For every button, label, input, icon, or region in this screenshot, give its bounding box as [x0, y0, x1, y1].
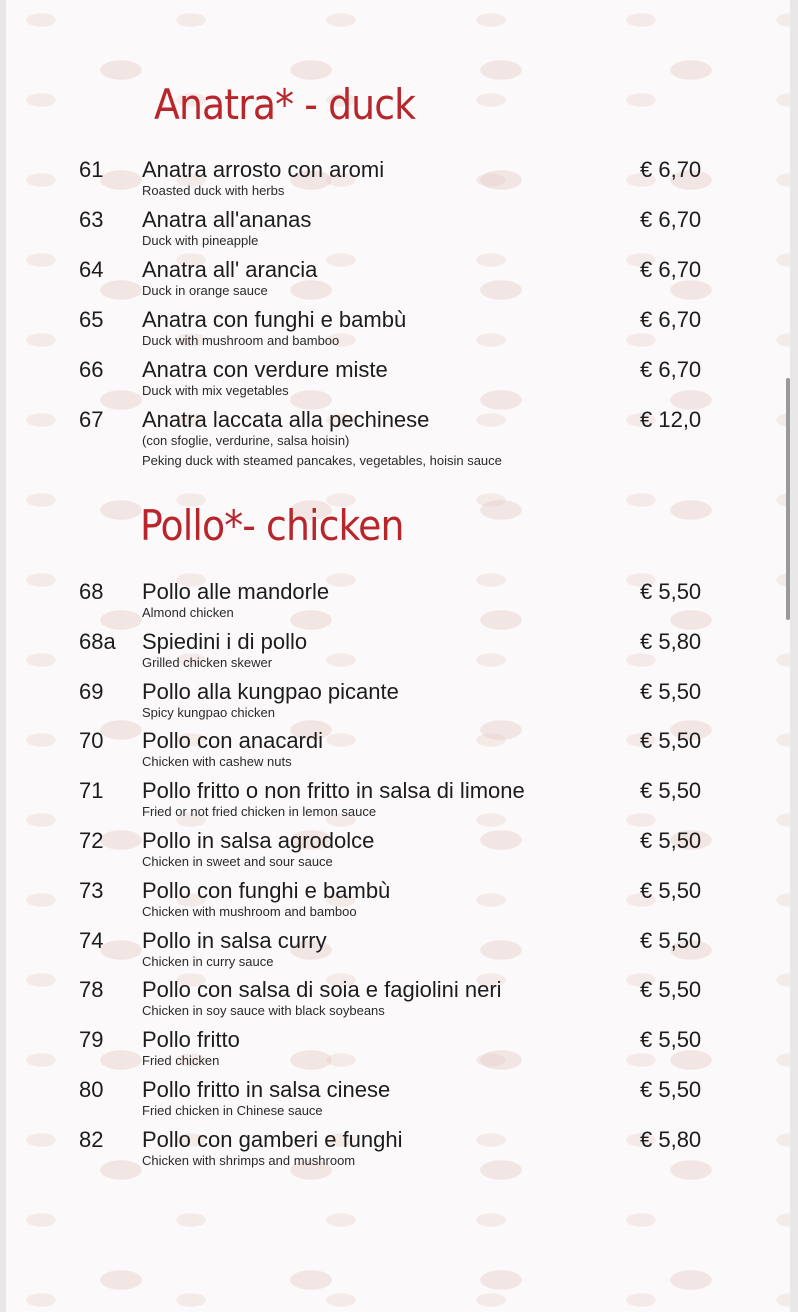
item-price: € 5,50 [640, 977, 702, 1003]
item-price: € 5,50 [640, 877, 702, 903]
item-name: Anatra con verdure miste [142, 356, 388, 382]
item-number: 68 [79, 579, 104, 604]
item-price: € 5,50 [640, 1027, 702, 1053]
item-number: 79 [79, 1027, 104, 1053]
item-number: 66 [79, 356, 104, 382]
item-price: € 6,70 [640, 356, 702, 382]
item-name: Pollo in salsa curry [142, 927, 327, 953]
item-name: Pollo in salsa agrodolce [142, 828, 375, 853]
item-description: Chicken with mushroom and bamboo [142, 903, 357, 919]
item-description: Duck with mushroom and bamboo [142, 332, 340, 348]
item-name: Spiedini i di pollo [142, 628, 308, 654]
item-description: Fried or not fried chicken in lemon sauce [142, 804, 377, 820]
item-price: € 5,50 [640, 927, 702, 953]
item-price: € 5,80 [640, 628, 702, 654]
item-number: 64 [79, 256, 104, 282]
item-name: Anatra laccata alla pechinese [142, 406, 430, 432]
item-name: Anatra arrosto con aromi [142, 157, 385, 182]
item-price: € 6,70 [640, 306, 702, 332]
section-title-duck: Anatra* - duck [154, 80, 416, 129]
item-number: 80 [79, 1077, 104, 1102]
item-name: Anatra con funghi e bambù [142, 306, 407, 332]
item-description: Fried chicken in Chinese sauce [142, 1103, 323, 1118]
item-price: € 5,50 [640, 828, 702, 853]
item-number: 68a [79, 628, 116, 654]
item-price: € 5,50 [640, 579, 702, 604]
item-number: 65 [79, 306, 104, 332]
item-description: Duck with pineapple [142, 232, 259, 248]
item-number: 70 [79, 728, 104, 754]
item-number: 63 [79, 206, 104, 232]
item-description: Spicy kungpao chicken [142, 704, 275, 720]
item-price: € 12,0 [640, 406, 702, 432]
item-number: 74 [79, 927, 104, 953]
item-name: Pollo fritto [142, 1027, 240, 1053]
item-number: 82 [79, 1126, 104, 1152]
item-number: 71 [79, 778, 104, 804]
item-price: € 6,70 [640, 157, 702, 182]
item-name: Anatra all' arancia [142, 256, 318, 282]
item-price: € 5,50 [640, 728, 702, 754]
item-price: € 5,50 [640, 678, 702, 704]
item-name: Pollo fritto in salsa cinese [142, 1077, 391, 1102]
item-name: Pollo con gamberi e funghi [142, 1126, 403, 1152]
item-price: € 6,70 [640, 206, 702, 232]
item-number: 67 [79, 406, 104, 432]
item-number: 73 [79, 877, 104, 903]
item-name: Pollo alla kungpao picante [142, 678, 399, 704]
item-description: Fried chicken [142, 1053, 220, 1069]
item-name: Anatra all'ananas [142, 206, 312, 232]
item-description: Chicken in sweet and sour sauce [142, 854, 333, 869]
scrollbar[interactable] [786, 378, 790, 620]
item-description: Peking duck with steamed pancakes, vegetables, hoisin sauce [142, 452, 502, 468]
item-description: Duck with mix vegetables [142, 382, 289, 398]
item-price: € 5,50 [640, 1077, 702, 1102]
item-number: 69 [79, 678, 104, 704]
item-description: Chicken in curry sauce [142, 953, 274, 969]
item-name: Pollo con funghi e bambù [142, 877, 391, 903]
section-title-chicken: Pollo*- chicken [140, 501, 404, 550]
item-number: 61 [79, 157, 104, 182]
item-name: Pollo fritto o non fritto in salsa di limone [142, 778, 525, 804]
menu-page [6, 0, 790, 1312]
item-name: Pollo alle mandorle [142, 579, 330, 604]
item-price: € 5,50 [640, 778, 702, 804]
item-description: Duck in orange sauce [142, 282, 268, 298]
item-description: Grilled chicken skewer [142, 654, 273, 670]
item-price: € 5,80 [640, 1126, 702, 1152]
item-number: 78 [79, 977, 104, 1003]
item-name: Pollo con anacardi [142, 728, 324, 754]
item-description: Roasted duck with herbs [142, 183, 285, 198]
item-number: 72 [79, 828, 104, 853]
item-description: Chicken with shrimps and mushroom [142, 1152, 356, 1168]
item-price: € 6,70 [640, 256, 702, 282]
item-name: Pollo con salsa di soia e fagiolini neri [142, 977, 502, 1003]
item-description: Almond chicken [142, 605, 234, 620]
item-description: Chicken in soy sauce with black soybeans [142, 1003, 385, 1019]
item-description: (con sfoglie, verdurine, salsa hoisin) [142, 432, 350, 448]
item-description: Chicken with cashew nuts [142, 754, 292, 770]
